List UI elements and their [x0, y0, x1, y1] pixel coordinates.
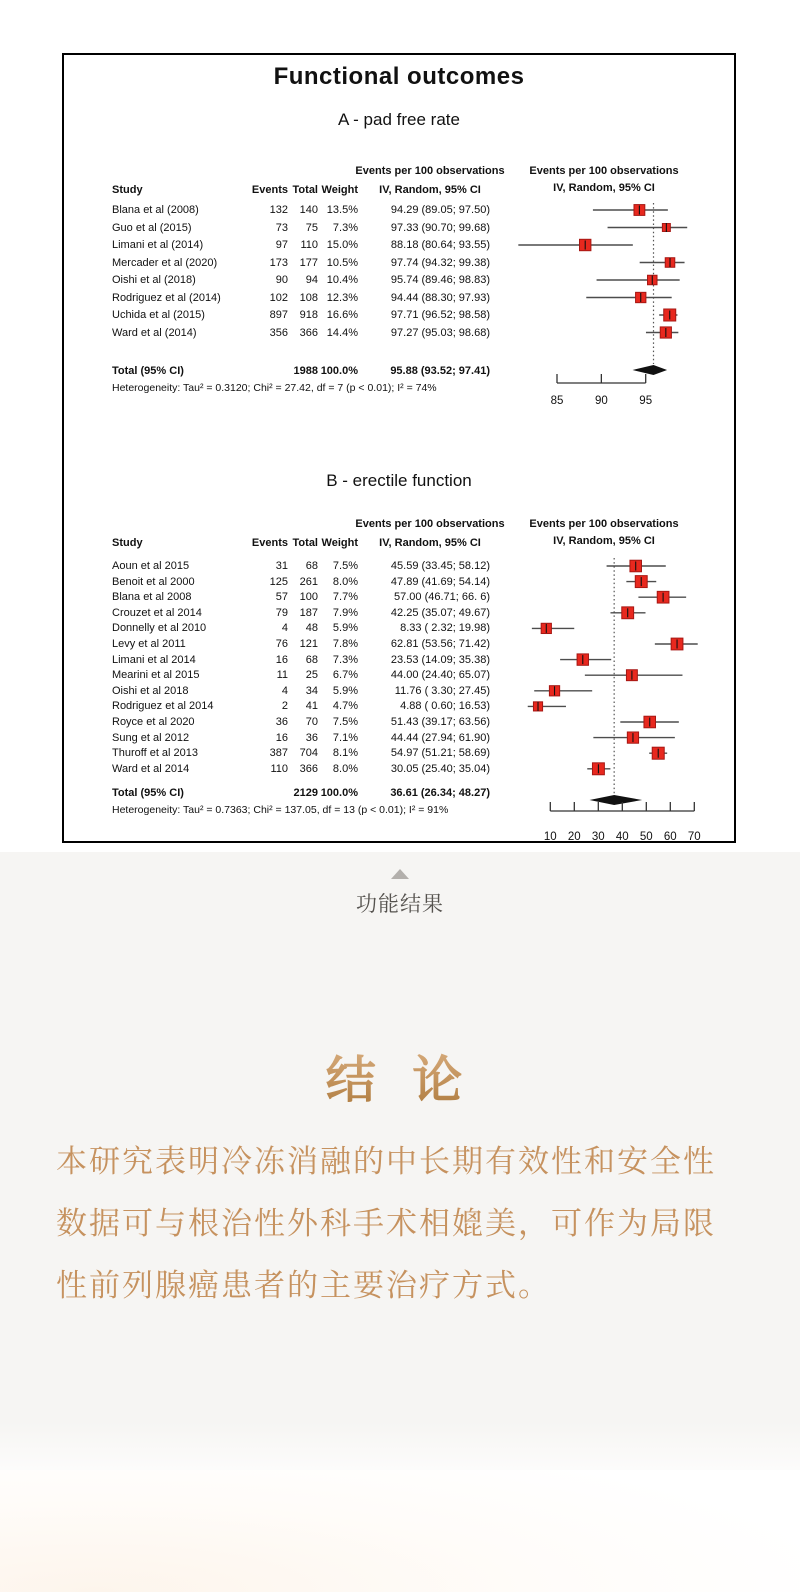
table-row: [112, 715, 502, 730]
events-value: 387: [269, 747, 288, 760]
weight-value: 4.7%: [332, 700, 358, 713]
total-value: 68: [305, 653, 318, 666]
table-row: [112, 238, 502, 253]
study-name: Blana et al (2008): [112, 204, 199, 216]
table-row: [112, 203, 502, 218]
weight-value: 10.4%: [326, 274, 358, 286]
total-value: 70: [305, 716, 318, 728]
total-value: 1988: [293, 365, 318, 377]
study-name: Mearini et al 2015: [112, 669, 200, 682]
events-value: 90: [275, 274, 288, 286]
total-value: 41: [305, 700, 318, 713]
figure-title: Functional outcomes: [273, 63, 525, 90]
x-axis-tick-label: 20: [567, 831, 581, 843]
forest-plot: [504, 195, 738, 425]
panel-a-obs-header-right: Events per 100 observations: [529, 165, 679, 177]
study-name: Donnelly et al 2010: [112, 622, 207, 635]
table-row: [112, 683, 502, 698]
ci-text: 36.61 (26.34; 48.27): [390, 787, 490, 799]
weight-value: 7.7%: [332, 591, 358, 604]
weight-value: 100.0%: [320, 365, 358, 377]
ci-text: 97.71 (96.52; 98.58): [390, 309, 490, 321]
ci-text: 95.88 (93.52; 97.41): [390, 365, 490, 377]
weight-col-header: Weight: [321, 536, 358, 549]
panel-b-model-header-right: IV, Random, 95% CI: [553, 535, 655, 547]
weight-value: 6.7%: [332, 669, 358, 682]
study-name: Rodriguez et al (2014): [112, 291, 221, 304]
total-value: 34: [305, 684, 318, 697]
total-value: 366: [299, 326, 318, 339]
ci-text: 44.00 (24.40; 65.07): [390, 669, 490, 682]
events-value: 31: [275, 560, 288, 572]
ci-text: 97.74 (94.32; 99.38): [390, 256, 490, 269]
figure-caption: 功能结果: [356, 893, 444, 916]
events-value: 102: [269, 291, 288, 304]
panel-a-subtitle: A - pad free rate: [338, 110, 460, 129]
total-value: 140: [299, 204, 318, 216]
events-col-header: Events: [251, 183, 288, 196]
ci-text: 94.44 (88.30; 97.93): [390, 291, 490, 304]
heterogeneity-note: Heterogeneity: Tau² = 0.7363; Chi² = 137.05, df = 13 (p < 0.01); I² = 91%: [112, 804, 449, 816]
weight-value: 14.4%: [326, 326, 358, 339]
table-row: [112, 652, 502, 667]
pooled-diamond: [633, 365, 668, 375]
x-axis-tick-label: 90: [594, 395, 608, 407]
total-value: 100: [299, 591, 318, 604]
study-name: Blana et al 2008: [112, 591, 192, 604]
total-col-header: Total: [292, 183, 318, 196]
panel-a-obs-header-left: Events per 100 observations: [355, 165, 505, 177]
total-value: 121: [299, 638, 318, 650]
total-value: 108: [299, 291, 318, 304]
weight-value: 5.9%: [332, 684, 358, 697]
study-name: Ward et al (2014): [112, 326, 197, 339]
study-name: Rodriguez et al 2014: [112, 700, 214, 713]
weight-value: 7.3%: [332, 221, 358, 234]
total-label: Total (95% CI): [112, 787, 184, 799]
total-value: 177: [299, 256, 318, 269]
total-value: 187: [299, 606, 318, 619]
forest-plot-figure[interactable]: [62, 53, 736, 843]
table-row: [112, 668, 502, 683]
total-value: 48: [305, 622, 318, 635]
table-row: [112, 746, 502, 761]
study-name: Mercader et al (2020): [112, 256, 218, 269]
panel-b-obs-header-right: Events per 100 observations: [529, 518, 679, 530]
table-row: [112, 559, 502, 574]
events-value: 79: [275, 606, 288, 619]
study-name: Guo et al (2015): [112, 221, 192, 234]
study-name: Benoit et al 2000: [112, 575, 195, 588]
study-name: Ward et al 2014: [112, 762, 190, 775]
study-name: Levy et al 2011: [112, 638, 186, 650]
collapse-arrow-icon[interactable]: [391, 869, 409, 879]
table-row: [112, 574, 502, 589]
ci-text: 57.00 (46.71; 66. 6): [393, 591, 490, 604]
study-name: Limani et al 2014: [112, 653, 196, 666]
table-row: [112, 730, 502, 745]
study-name: Limani et al (2014): [112, 239, 204, 251]
bottom-gradient-decoration: [0, 1470, 800, 1592]
x-axis-tick-label: 85: [550, 395, 564, 407]
effect-col-header: IV, Random, 95% CI: [379, 183, 481, 196]
ci-text: 88.18 (80.64; 93.55): [390, 239, 490, 251]
weight-value: 15.0%: [326, 239, 358, 251]
pooled-diamond: [590, 795, 643, 805]
ci-text: 4.88 ( 0.60; 16.53): [400, 700, 490, 713]
ci-text: 8.33 ( 2.32; 19.98): [400, 622, 490, 635]
events-value: 125: [269, 575, 288, 588]
total-label: Total (95% CI): [112, 365, 184, 377]
heterogeneity-note: Heterogeneity: Tau² = 0.3120; Chi² = 27.42, df = 7 (p < 0.01); I² = 74%: [112, 382, 437, 394]
x-axis-tick-label: 30: [591, 831, 605, 843]
panel-b-subtitle: B - erectile function: [326, 471, 472, 490]
events-value: 132: [269, 204, 288, 216]
weight-value: 13.5%: [326, 204, 358, 216]
table-row: [112, 590, 502, 605]
table-row: [112, 761, 502, 776]
forest-plot: [504, 510, 738, 855]
weight-value: 7.3%: [332, 653, 358, 666]
events-value: 11: [276, 669, 288, 682]
x-axis-tick-label: 40: [615, 831, 629, 843]
study-name: Oishi et al 2018: [112, 684, 189, 697]
study-col-header: Study: [112, 183, 143, 196]
ci-text: 94.29 (89.05; 97.50): [390, 204, 490, 216]
ci-text: 47.89 (41.69; 54.14): [390, 575, 490, 588]
x-axis-tick-label: 10: [543, 831, 557, 843]
events-value: 76: [275, 638, 288, 650]
total-value: 918: [299, 309, 318, 321]
ci-text: 54.97 (51.21; 58.69): [390, 747, 490, 760]
weight-value: 7.5%: [332, 560, 358, 572]
total-value: 366: [299, 762, 318, 775]
table-row: [112, 273, 502, 288]
total-value: 110: [300, 239, 318, 251]
study-name: Thuroff et al 2013: [112, 747, 199, 760]
weight-value: 7.8%: [332, 638, 358, 650]
total-value: 68: [305, 560, 318, 572]
table-row: [112, 637, 502, 652]
weight-value: 7.9%: [332, 606, 358, 619]
table-row: [112, 325, 502, 340]
events-value: 16: [275, 653, 288, 666]
study-name: Sung et al 2012: [112, 731, 190, 744]
table-row: [112, 308, 502, 323]
events-col-header: Events: [251, 536, 288, 549]
events-value: 57: [275, 591, 288, 604]
events-value: 36: [275, 716, 288, 728]
panel-b-column-headers: [112, 535, 502, 550]
panel-b-obs-header-left: Events per 100 observations: [355, 518, 505, 530]
x-axis-tick-label: 95: [639, 395, 653, 407]
ci-text: 45.59 (33.45; 58.12): [390, 560, 490, 572]
study-col-header: Study: [112, 536, 143, 549]
table-row: [112, 621, 502, 636]
total-row: [112, 786, 502, 801]
ci-text: 51.43 (39.17; 63.56): [390, 716, 490, 728]
events-value: 356: [269, 326, 288, 339]
study-name: Royce et al 2020: [112, 716, 195, 728]
study-name: Oishi et al (2018): [112, 274, 196, 286]
ci-text: 95.74 (89.46; 98.83): [390, 274, 490, 286]
total-value: 2129: [293, 787, 318, 799]
x-axis-tick-label: 60: [663, 831, 677, 843]
table-row: [112, 699, 502, 714]
ci-text: 30.05 (25.40; 35.04): [390, 762, 490, 775]
study-name: Aoun et al 2015: [112, 560, 190, 572]
ci-text: 62.81 (53.56; 71.42): [390, 638, 490, 650]
panel-a-model-header-right: IV, Random, 95% CI: [553, 182, 655, 194]
weight-value: 7.1%: [332, 731, 358, 744]
ci-text: 11.76 ( 3.30; 27.45): [394, 684, 490, 697]
conclusion-paragraph: 本研究表明冷冻消融的中长期有效性和安全性数据可与根治性外科手术相媲美，可作为局限性前列腺癌患者的主要治疗方式。: [56, 1144, 716, 1303]
study-name: Crouzet et al 2014: [112, 606, 202, 619]
events-value: 897: [269, 309, 288, 321]
table-row: [112, 290, 502, 305]
events-value: 110: [270, 762, 288, 775]
ci-text: 42.25 (35.07; 49.67): [390, 606, 490, 619]
effect-col-header: IV, Random, 95% CI: [379, 536, 481, 549]
total-value: 261: [299, 575, 318, 588]
ci-text: 97.27 (95.03; 98.68): [390, 326, 490, 339]
events-value: 16: [275, 731, 288, 744]
total-col-header: Total: [292, 536, 318, 549]
events-value: 4: [281, 684, 288, 697]
events-value: 2: [281, 700, 288, 713]
total-value: 94: [305, 274, 318, 286]
conclusion-heading: 结 论: [0, 1040, 800, 1112]
table-row: [112, 255, 502, 270]
ci-text: 97.33 (90.70; 99.68): [390, 221, 490, 234]
weight-value: 10.5%: [326, 256, 358, 269]
total-value: 25: [305, 669, 318, 682]
total-row: [112, 364, 502, 379]
table-row: [112, 220, 502, 235]
weight-value: 8.1%: [332, 747, 358, 760]
ci-text: 23.53 (14.09; 35.38): [390, 653, 490, 666]
weight-value: 16.6%: [326, 309, 358, 321]
weight-col-header: Weight: [321, 183, 358, 196]
weight-value: 7.5%: [332, 716, 358, 728]
total-value: 704: [299, 747, 318, 760]
x-axis-tick-label: 70: [687, 831, 701, 843]
weight-value: 5.9%: [332, 622, 358, 635]
events-value: 173: [269, 256, 288, 269]
study-name: Uchida et al (2015): [112, 309, 205, 321]
events-value: 73: [275, 221, 288, 234]
events-value: 97: [275, 239, 288, 251]
ci-text: 44.44 (27.94; 61.90): [390, 731, 490, 744]
total-value: 75: [305, 221, 318, 234]
events-value: 4: [281, 622, 288, 635]
weight-value: 12.3%: [326, 291, 358, 304]
x-axis-tick-label: 50: [639, 831, 653, 843]
weight-value: 100.0%: [320, 787, 358, 799]
table-row: [112, 605, 502, 620]
panel-a-column-headers: [112, 182, 502, 197]
total-value: 36: [305, 731, 318, 744]
weight-value: 8.0%: [332, 575, 358, 588]
weight-value: 8.0%: [332, 762, 358, 775]
